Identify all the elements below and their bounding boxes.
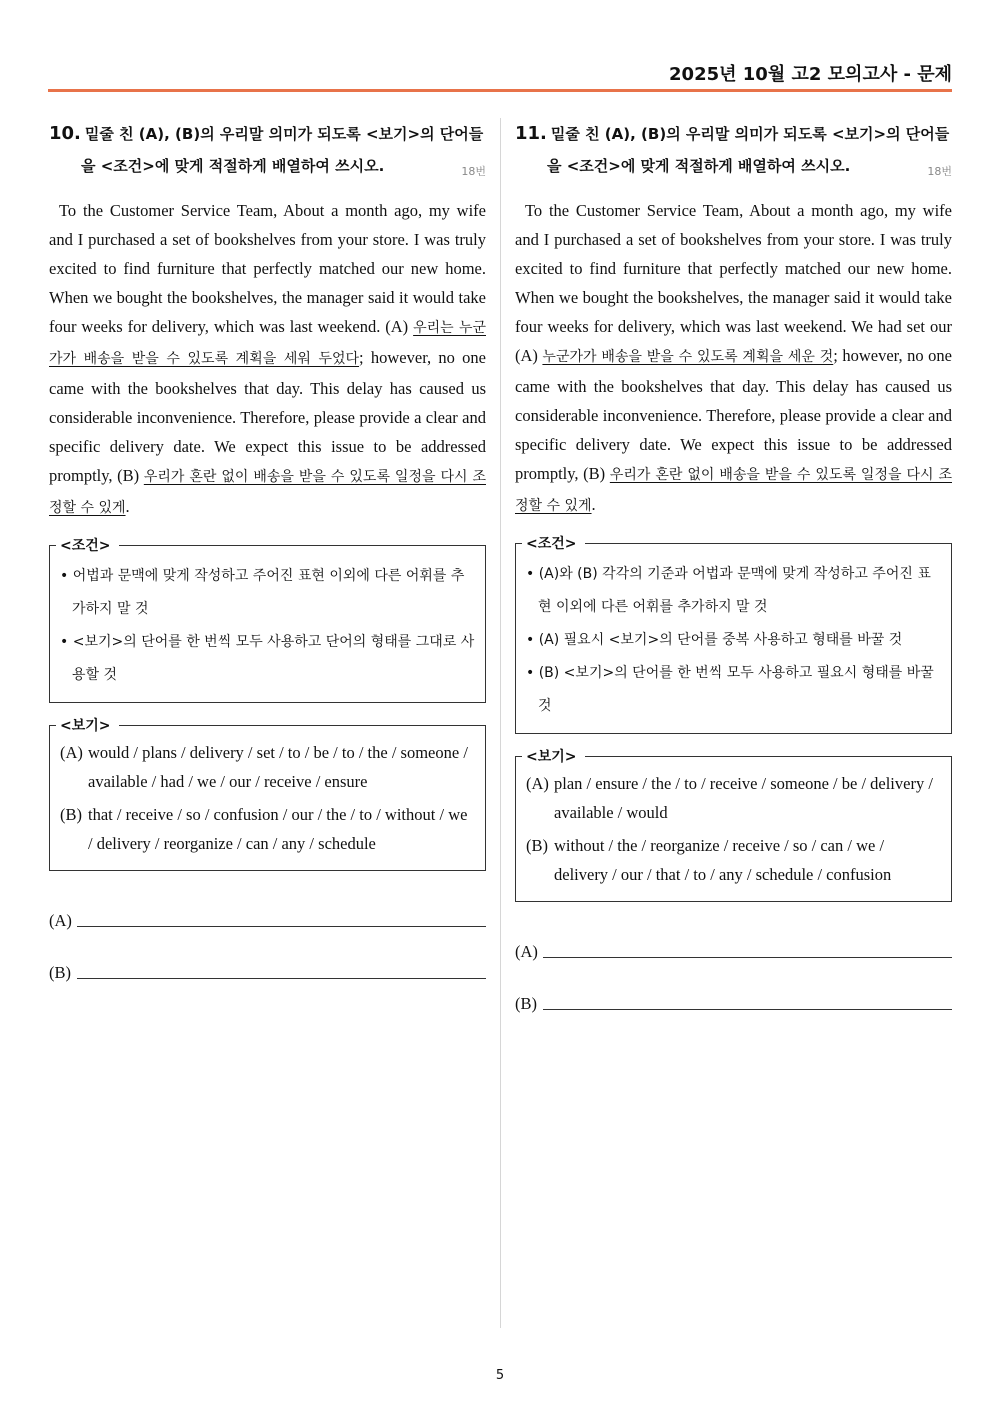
conditions-label: <조건>	[522, 533, 585, 553]
answer-label: (A)	[49, 911, 72, 930]
conditions-box	[49, 538, 486, 703]
word-group-a	[526, 769, 941, 827]
bogi-label: <보기>	[522, 746, 585, 766]
word-group-label: (B)	[526, 836, 548, 855]
prompt-line-1: 밑줄 친 (A), (B)의 우리말 의미가 되도록 <보기>의 단어들	[550, 125, 950, 143]
word-group-label: (B)	[60, 805, 82, 824]
question-number: 10.	[49, 123, 81, 144]
answer-line-b[interactable]	[49, 957, 486, 983]
bogi-box	[515, 749, 952, 902]
condition-item: • <보기>의 단어를 한 번씩 모두 사용하고 단어의 형태를 그대로 사용할 것	[60, 634, 475, 683]
answer-label: (A)	[515, 942, 538, 961]
answer-label: (B)	[515, 994, 537, 1013]
passage-text: .	[125, 497, 130, 516]
column-divider	[500, 118, 501, 1328]
bogi-label: <보기>	[56, 715, 119, 735]
word-group-label: (A)	[526, 774, 549, 793]
answer-label: (B)	[49, 963, 71, 982]
conditions-label: <조건>	[56, 535, 119, 555]
word-group-words: plan / ensure / the / to / receive / someone / be / delivery / available / would	[554, 774, 933, 822]
page-header-title: 2025년 10월 고2 모의고사 - 문제	[669, 64, 952, 85]
condition-item: • (A)와 (B) 각각의 기준과 어법과 문맥에 맞게 작성하고 주어진 표현 이외에 다른 어휘를 추가하지 말 것	[526, 566, 931, 615]
word-group-words: without / the / reorganize / receive / so / can / we / delivery / our / that / to / any / schedule / confusion	[554, 836, 892, 884]
word-group-a	[60, 738, 475, 796]
word-group-label: (A)	[60, 743, 83, 762]
question-11	[515, 118, 952, 1014]
condition-item: • 어법과 문맥에 맞게 작성하고 주어진 표현 이외에 다른 어휘를 추가하지 말 것	[60, 568, 465, 617]
question-10	[49, 118, 486, 983]
answer-line-a[interactable]	[49, 905, 486, 931]
points-label: 18번	[461, 165, 486, 178]
passage	[49, 196, 486, 523]
question-number: 11.	[515, 123, 547, 144]
passage-text: ; however, no one came with the bookshelves that day. This delay has caused us considerable inconvenience. Therefore, please provide a clear and specific delivery date. We expect this issue to be addressed promptly, (B)	[515, 346, 952, 483]
answer-blank[interactable]	[77, 964, 486, 979]
header-rule	[48, 89, 952, 92]
condition-item: • (A) 필요시 <보기>의 단어를 중복 사용하고 형태를 바꿀 것	[526, 632, 903, 648]
answer-blank[interactable]	[77, 912, 486, 927]
prompt-line-2: 을 <조건>에 맞게 적절하게 배열하여 쓰시오.	[81, 157, 385, 175]
question-10-prompt	[49, 118, 486, 182]
bogi-box	[49, 718, 486, 871]
page-number: 5	[495, 1368, 505, 1383]
word-group-b	[60, 800, 475, 858]
underline-b: 우리가 혼란 없이 배송을 받을 수 있도록 일정을 다시 조정할 수 있게	[49, 469, 486, 516]
answer-line-b[interactable]	[515, 988, 952, 1014]
answer-blank[interactable]	[543, 943, 952, 958]
points-label: 18번	[927, 165, 952, 178]
word-group-words: would / plans / delivery / set / to / be / to / the / someone / available / had / we / our / receive / ensure	[88, 743, 468, 791]
word-group-words: that / receive / so / confusion / our / the / to / without / we / delivery / reorganize / can / any / schedule	[88, 805, 468, 853]
conditions-box	[515, 536, 952, 734]
passage-text: ; however, no one came with the bookshelves that day. This delay has caused us considerable inconvenience. Therefore, please provide a clear and specific delivery date. We expect this issue to be addressed promptly, (B)	[49, 348, 486, 485]
passage-text: .	[591, 495, 596, 514]
prompt-line-1: 밑줄 친 (A), (B)의 우리말 의미가 되도록 <보기>의 단어들	[84, 125, 484, 143]
prompt-line-2: 을 <조건>에 맞게 적절하게 배열하여 쓰시오.	[547, 157, 851, 175]
condition-item: • (B) <보기>의 단어를 한 번씩 모두 사용하고 필요시 형태를 바꿀 것	[526, 665, 934, 714]
answer-blank[interactable]	[543, 995, 952, 1010]
underline-b: 우리가 혼란 없이 배송을 받을 수 있도록 일정을 다시 조정할 수 있게	[515, 467, 952, 514]
passage-text: To the Customer Service Team, About a month ago, my wife and I purchased a set of bookshelves from your store. I was truly excited to find furniture that perfectly matched our new home. When we bought the bookshelves, the manager said it would take four weeks for delivery, which was last weekend. (A)	[49, 201, 486, 336]
passage	[515, 196, 952, 521]
underline-a: 누군가가 배송을 받을 수 있도록 계획을 세운 것	[542, 349, 834, 365]
word-group-b	[526, 831, 941, 889]
underline-a: 우리는 누군가가 배송을 받을 수 있도록 계획을 세워 두었다	[49, 320, 486, 367]
passage-text: To the Customer Service Team, About a month ago, my wife and I purchased a set of bookshelves from your store. I was truly excited to find furniture that perfectly matched our new home. When we bought the bookshelves, the manager said it would take four weeks for delivery, which was last weekend. We had set our (A)	[515, 201, 952, 365]
question-11-prompt	[515, 118, 952, 182]
answer-line-a[interactable]	[515, 936, 952, 962]
